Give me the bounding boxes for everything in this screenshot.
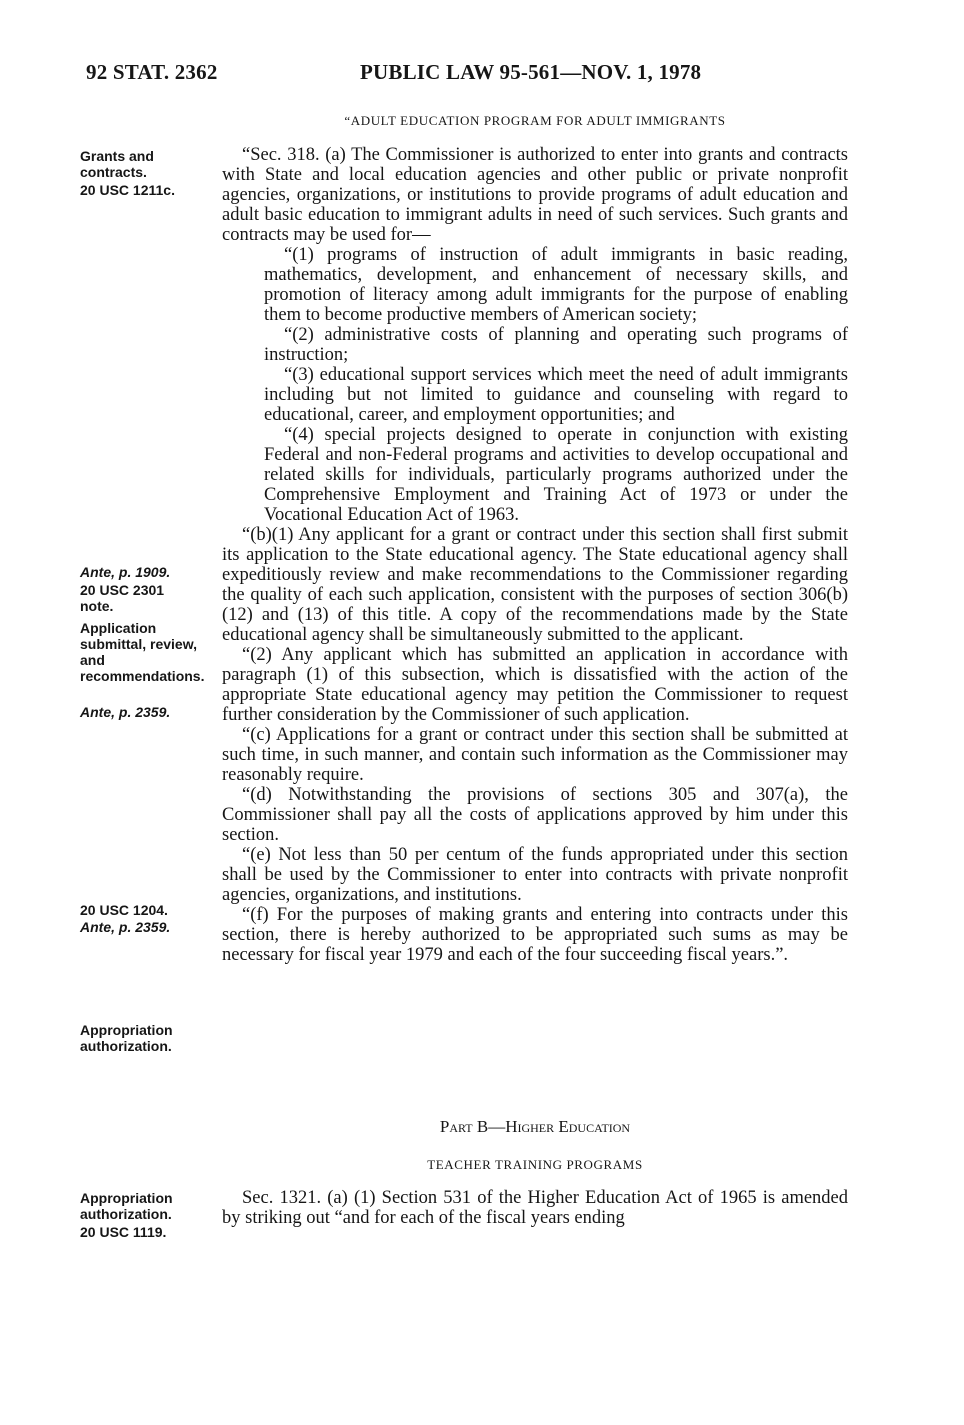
paragraph-318-b-1: “(b)(1) Any applicant for a grant or contract under this section shall first submit its application to the State educational agency. The State educational agency shall expeditiously review and make recommendations to the Commissioner regarding the quality of each such application, consistent with the purposes of section 306(b) (12) and (13) of this title. A copy of the recommendations made by the State educational agency shall be simultaneously submitted to the applicant. <box>222 525 848 645</box>
margin-note-usc-1204: 20 USC 1204. <box>80 902 168 918</box>
margin-note-appropriation-b: Appropriation authorization. <box>80 1190 173 1222</box>
section-318-body <box>222 145 848 965</box>
part-b-heading: Part B—Higher Education <box>439 1117 631 1136</box>
paragraph-318-a: “Sec. 318. (a) The Commissioner is authorized to enter into grants and contracts with State and local education agencies and other public or private nonprofit agencies, organizations, or institutions to provide programs of adult education and adult basic education to immigrant adults in need of such services. Such grants and contracts may be used for— <box>222 145 848 245</box>
paragraph-318-d: “(d) Notwithstanding the provisions of sections 305 and 307(a), the Commissioner shall pay all the costs of applications approved by him under this section. <box>222 785 848 845</box>
margin-note-ante-2359: Ante, p. 2359. <box>80 704 171 720</box>
margin-note-appropriation: Appropriation authorization. <box>80 1022 173 1054</box>
paragraph-318-f: “(f) For the purposes of making grants and entering into contracts under this section, there is hereby authorized to be appropriated such sums as may be necessary for fiscal year 1979 and each of the four succeeding fiscal years.”. <box>222 905 848 965</box>
margin-note-application: Application submittal, review, and recommendations. <box>80 620 205 684</box>
margin-note-usc-1211c: 20 USC 1211c. <box>80 182 175 198</box>
paragraph-318-a-3: “(3) educational support services which meet the need of adult immigrants including but not limited to guidance and counseling with regard to educational, career, and employment opportunities; and <box>264 365 848 425</box>
page-stat-number: 92 STAT. 2362 <box>86 60 218 84</box>
section-1321-body <box>222 1188 848 1228</box>
paragraph-1321-a: Sec. 1321. (a) (1) Section 531 of the Higher Education Act of 1965 is amended by striking out “and for each of the fiscal years ending <box>222 1188 848 1228</box>
margin-note-ante-2359-b: Ante, p. 2359. <box>80 919 171 935</box>
paragraph-318-c: “(c) Applications for a grant or contract under this section shall be submitted at such time, in such manner, and contain such information as the Commissioner may reasonably require. <box>222 725 848 785</box>
teacher-training-subheading: TEACHER TRAINING PROGRAMS <box>427 1157 643 1172</box>
paragraph-318-e: “(e) Not less than 50 per centum of the funds appropriated under this section shall be used by the Commissioner to enter into contracts with private nonprofit agencies, organizations, and institutions. <box>222 845 848 905</box>
section-heading: “ADULT EDUCATION PROGRAM FOR ADULT IMMIGRANTS <box>344 113 726 128</box>
paragraph-318-b-2: “(2) Any applicant which has submitted an application in accordance with paragraph (1) of this subsection, which is dissatisfied with the action of the appropriate State educational agency may petition the Commissioner to request further consideration by the Commissioner of such application. <box>222 645 848 725</box>
margin-note-ante-1909: Ante, p. 1909. <box>80 564 171 580</box>
margin-note-usc-2301: 20 USC 2301 note. <box>80 582 165 614</box>
running-head-law: PUBLIC LAW 95-561—NOV. 1, 1978 <box>360 60 702 84</box>
paragraph-318-a-1: “(1) programs of instruction of adult immigrants in basic reading, mathematics, development, and enhancement of necessary skills, and promotion of literacy among adult immigrants for the purpose of enabling them to become productive members of American society; <box>264 245 848 325</box>
margin-note-usc-1119: 20 USC 1119. <box>80 1224 167 1240</box>
paragraph-318-a-4: “(4) special projects designed to operate in conjunction with existing Federal and non-Federal programs and activities to develop occupational and related skills for individuals, particularly programs authorized under the Comprehensive Employment and Training Act of 1973 or under the Vocational Education Act of 1963. <box>264 425 848 525</box>
paragraph-318-a-2: “(2) administrative costs of planning and operating such programs of instruction; <box>264 325 848 365</box>
margin-note-grants: Grants and contracts. <box>80 148 154 180</box>
